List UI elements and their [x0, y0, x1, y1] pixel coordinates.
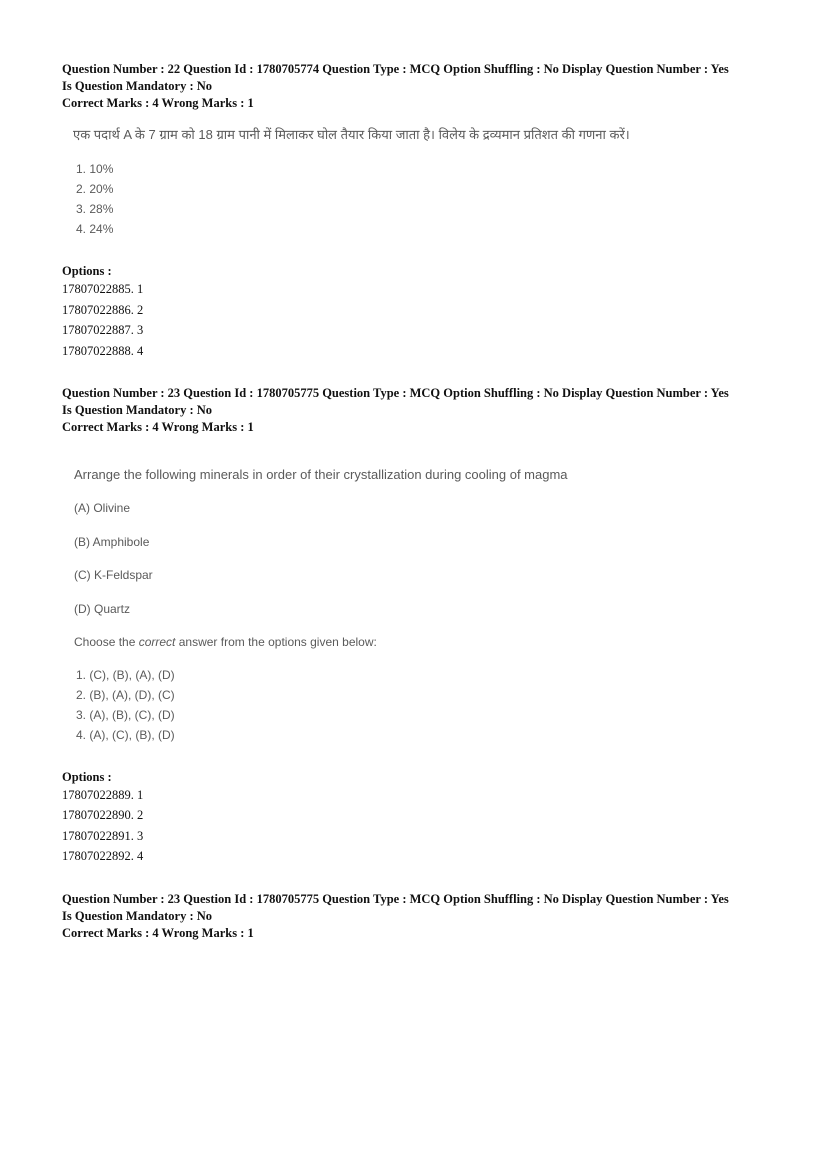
q23-choice-4: 4. (A), (C), (B), (D)	[76, 728, 175, 742]
q22-header-line3: Correct Marks : 4 Wrong Marks : 1	[62, 96, 254, 110]
q22-option-2: 17807022886. 2	[62, 303, 144, 317]
q23-header-line1: Question Number : 23 Question Id : 1780705775 Question Type : MCQ Option Shuffling : No Display Question Number : Yes	[62, 386, 729, 400]
q23-header-line2: Is Question Mandatory : No	[62, 403, 213, 417]
q23-item-d: (D) Quartz	[74, 602, 131, 616]
q23-option-3: 17807022891. 3	[62, 829, 144, 843]
q22-choice-4: 4. 24%	[76, 222, 114, 236]
q23-instruction	[74, 635, 377, 649]
q22-header-line1: Question Number : 22 Question Id : 1780705774 Question Type : MCQ Option Shuffling : No Display Question Number : Yes	[62, 62, 729, 76]
q22-header-line2: Is Question Mandatory : No	[62, 79, 213, 93]
q23-option-1: 17807022889. 1	[62, 788, 144, 802]
q22-question-text: एक पदार्थ A के 7 ग्राम को 18 ग्राम पानी में मिलाकर घोल तैयार किया जाता है। विलेय के द्रव्यमान प्रतिशत की गणना करें।	[73, 127, 630, 142]
q23-option-2: 17807022890. 2	[62, 808, 144, 822]
q23-choice-1: 1. (C), (B), (A), (D)	[76, 668, 175, 682]
q23-choice-3: 3. (A), (B), (C), (D)	[76, 708, 175, 722]
q23-header-line3: Correct Marks : 4 Wrong Marks : 1	[62, 420, 254, 434]
q23-item-b: (B) Amphibole	[74, 535, 150, 549]
q23-options-label: Options :	[62, 770, 112, 784]
q22-option-1: 17807022885. 1	[62, 282, 144, 296]
q23b-header-line3: Correct Marks : 4 Wrong Marks : 1	[62, 926, 254, 940]
q22-choice-3: 3. 28%	[76, 202, 114, 216]
q22-choice-1: 1. 10%	[76, 162, 114, 176]
q23-instruction-italic: correct	[138, 635, 176, 649]
q22-options-label: Options :	[62, 264, 112, 278]
q22-option-3: 17807022887. 3	[62, 323, 144, 337]
q23b-header-line2: Is Question Mandatory : No	[62, 909, 213, 923]
q23-item-a: (A) Olivine	[74, 501, 131, 515]
q23-instruction-before: Choose the	[74, 635, 139, 649]
q23b-header-line1: Question Number : 23 Question Id : 1780705775 Question Type : MCQ Option Shuffling : No Display Question Number : Yes	[62, 892, 729, 906]
q23-question-text: Arrange the following minerals in order of their crystallization during cooling of magma	[74, 467, 568, 482]
q23-item-c: (C) K-Feldspar	[74, 568, 153, 582]
q22-choice-2: 2. 20%	[76, 182, 114, 196]
q23-option-4: 17807022892. 4	[62, 849, 144, 863]
q23-instruction-after: answer from the options given below:	[175, 635, 377, 649]
q22-option-4: 17807022888. 4	[62, 344, 144, 358]
q23-choice-2: 2. (B), (A), (D), (C)	[76, 688, 175, 702]
